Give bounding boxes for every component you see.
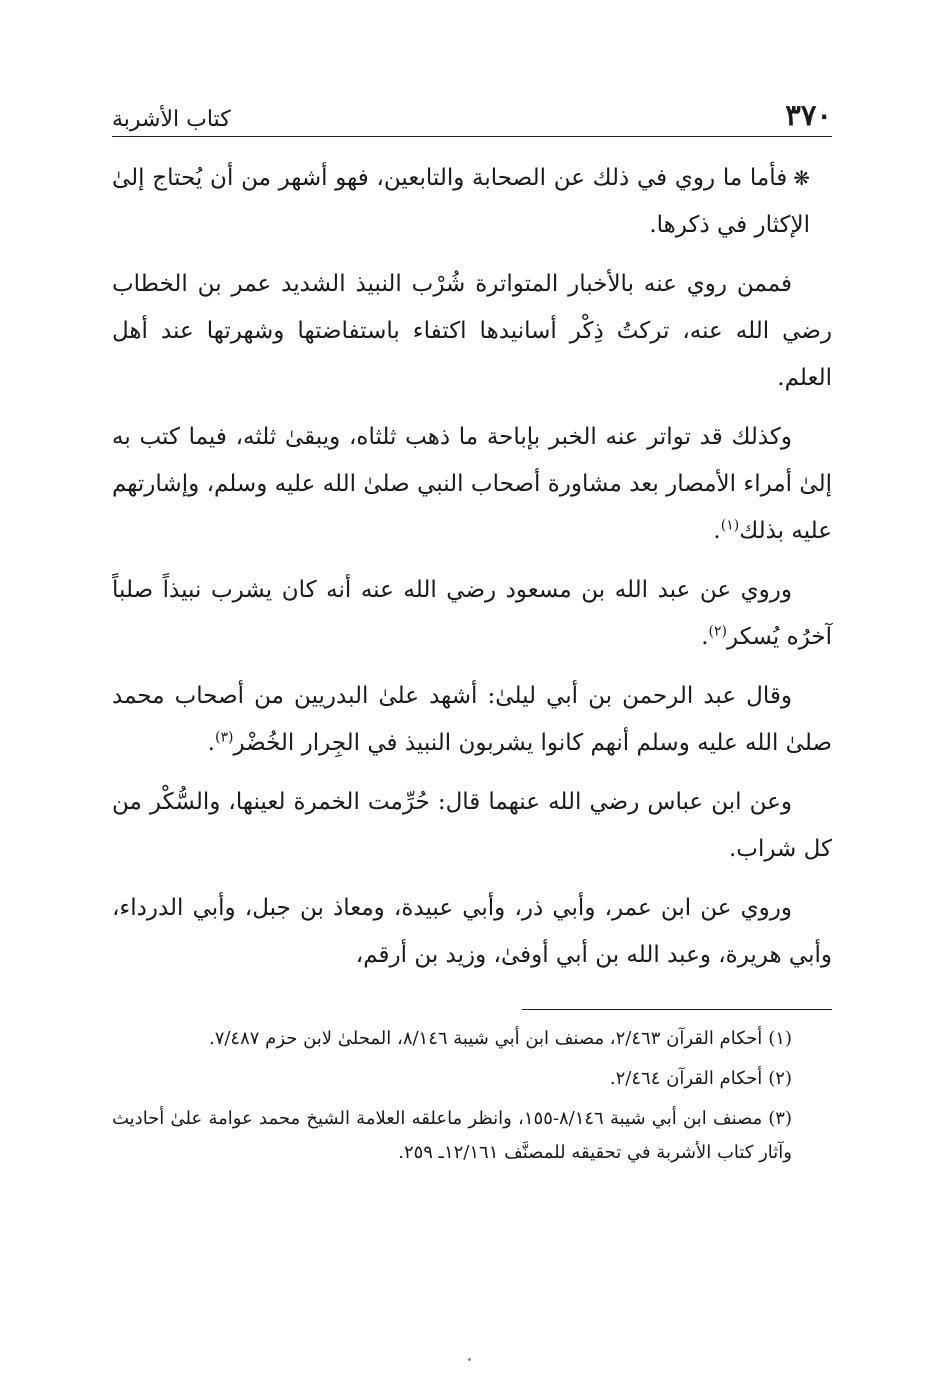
paragraph-2 xyxy=(112,261,832,402)
footnote-ref-1[interactable]: (١) xyxy=(720,517,740,534)
footnote-3-text: مصنف ابن أبي شيبة ٨/١٤٦-١٥٥، وانظر ماعلقه العلامة الشيخ محمد عوامة علىٰ أحاديث وآثار كتاب الأشربة في تحقيقه للمصنَّف ١٢/١٦١ـ ٢٥٩. xyxy=(112,1108,792,1163)
paragraph-5-end: . xyxy=(207,730,215,756)
book-page xyxy=(112,92,832,1176)
paragraph-5-text: وقال عبد الرحمن بن أبي ليلىٰ: أشهد علىٰ البدريين من أصحاب محمد صلىٰ الله عليه وسلم أنهم كانوا يشربون النبيذ في الجِرار الخُضْر xyxy=(112,683,832,756)
section-marker-icon: ❋ xyxy=(793,166,810,190)
page-header xyxy=(112,92,832,137)
footnote-1-text: أحكام القرآن ٢/٤٦٣، مصنف ابن أبي شيبة ٨/١٤٦، المحلىٰ لابن حزم ٧/٤٨٧. xyxy=(208,1028,763,1049)
footnote-1-number: (١) xyxy=(768,1028,792,1049)
paragraph-6 xyxy=(112,779,832,873)
paragraph-1 xyxy=(112,155,832,249)
paragraph-6-text: وعن ابن عباس رضي الله عنهما قال: حُرِّمت الخمرة لعينها، والسُّكْر من كل شراب. xyxy=(112,789,832,862)
paragraph-5 xyxy=(112,673,832,767)
paragraph-4-end: . xyxy=(701,624,709,650)
footnote-ref-2[interactable]: (٢) xyxy=(708,623,728,640)
paragraph-7 xyxy=(112,885,832,979)
footnote-3-number: (٣) xyxy=(768,1108,792,1129)
footnote-divider xyxy=(522,1009,832,1010)
paragraph-3 xyxy=(112,414,832,555)
footnote-2-text: أحكام القرآن ٢/٤٦٤. xyxy=(609,1068,763,1089)
paragraph-1-text: فأما ما روي في ذلك عن الصحابة والتابعين، فهو أشهر من أن يُحتاج إلىٰ الإكثار في ذكرها. xyxy=(112,165,810,238)
footnote-3 xyxy=(112,1102,832,1170)
footnote-2 xyxy=(112,1062,832,1096)
page-number: ٣٧٠ xyxy=(785,98,832,132)
paragraph-3-text: وكذلك قد تواتر عنه الخبر بإباحة ما ذهب ثلثاه، ويبقىٰ ثلثه، فيما كتب به إلىٰ أمراء الأمصار بعد مشاورة أصحاب النبي صلىٰ الله عليه وسلم، وإشارتهم عليه بذلك xyxy=(112,424,832,544)
running-title: كتاب الأشربة xyxy=(112,107,231,132)
main-text xyxy=(112,155,832,979)
footnote-1 xyxy=(112,1022,832,1056)
scan-speck xyxy=(468,1358,471,1361)
footnotes xyxy=(112,1022,832,1170)
paragraph-3-end: . xyxy=(713,518,721,544)
paragraph-4-text: وروي عن عبد الله بن مسعود رضي الله عنه أنه كان يشرب نبيذاً صلباً آخرُه يُسكر xyxy=(112,577,832,650)
paragraph-2-text: فممن روي عنه بالأخبار المتواترة شُرْب النبيذ الشديد عمر بن الخطاب رضي الله عنه، تركتُ ذِكْر أسانيدها اكتفاء باستفاضتها وشهرتها عند أهل العلم. xyxy=(112,271,832,391)
paragraph-7-text: وروي عن ابن عمر، وأبي ذر، وأبي عبيدة، ومعاذ بن جبل، وأبي الدرداء، وأبي هريرة، وعبد الله بن أبي أوفىٰ، وزيد بن أرقم، xyxy=(112,895,832,968)
paragraph-4 xyxy=(112,567,832,661)
footnote-ref-3[interactable]: (٣) xyxy=(214,729,234,746)
footnote-2-number: (٢) xyxy=(768,1068,792,1089)
